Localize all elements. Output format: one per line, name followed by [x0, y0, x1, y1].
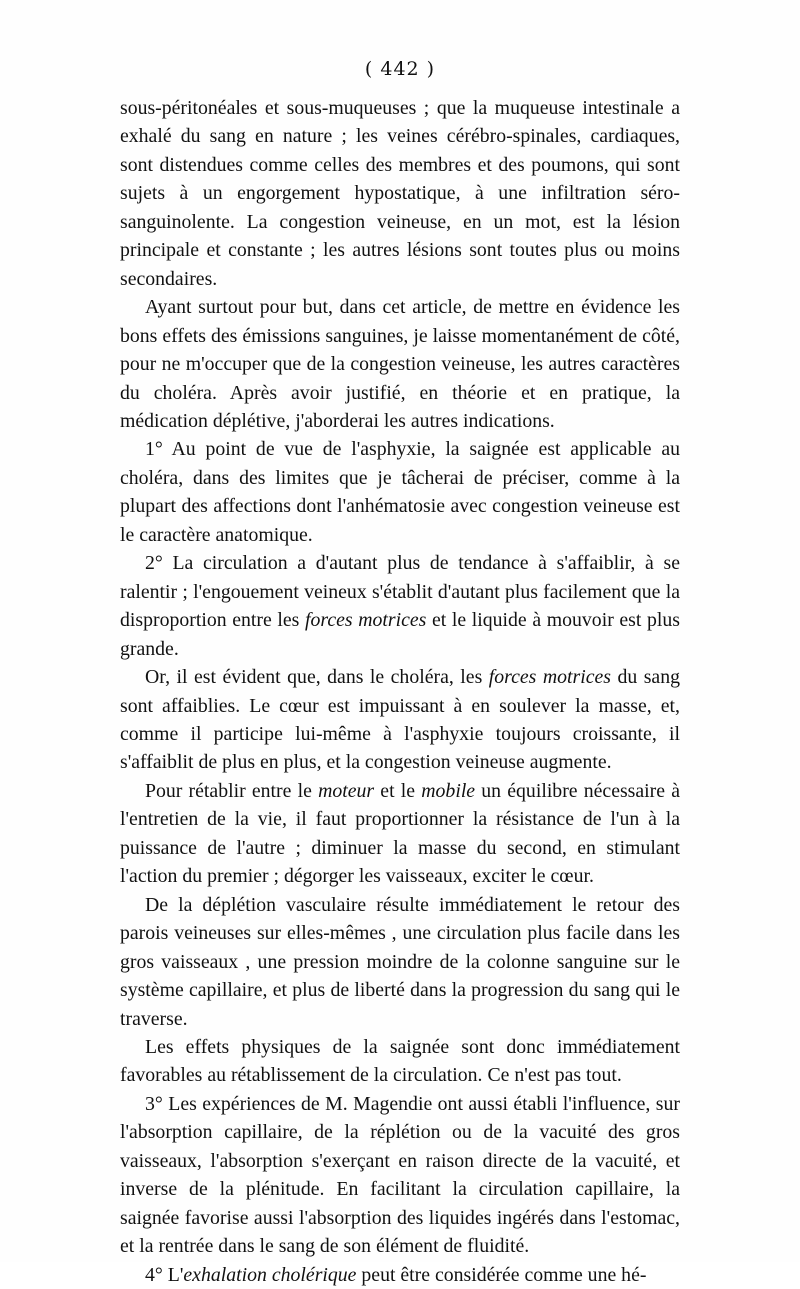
italic-run: mobile — [421, 779, 476, 802]
italic-run: forces motrices — [304, 609, 427, 632]
text-run: 4° L' — [145, 1263, 184, 1286]
text-run: Ayant surtout pour but, dans cet article, de mettre en évidence les bons effets des émissions sanguines, je laisse momentanément de côté, pour ne m'occuper que de la congestion veineuse, les autres caractères du choléra. Après avoir justifié, en théorie et en pratique, la médication déplétive, j'aborderai les autres indications. — [120, 296, 680, 432]
text-run: 1° Au point de vue de l'asphyxie, la saignée est applicable au choléra, dans des limites que je tâcherai de préciser, comme à la plupart des affections dont l'anhématosie avec congestion veineuse est le caractère anatomique. — [120, 438, 680, 546]
paragraph-forces-motrices — [120, 663, 680, 777]
paragraph-point-2-circulation — [120, 549, 680, 663]
paragraph-effets-physiques — [120, 1033, 680, 1090]
text-run: et le liquide à mouvoir est plus grande. — [120, 609, 680, 660]
italic-run: moteur — [318, 779, 375, 802]
text-run: Les effets physiques de la saignée sont donc immédiatement favorables au rétablissement de la circulation. Ce n'est pas tout. — [120, 1035, 680, 1087]
text-run: 2° La circulation a d'autant plus de tendance à s'affaiblir, à se ralentir ; l'engouement veineux s'établit d'autant plus facilement que la disproportion entre les — [120, 552, 680, 632]
text-run: sous-péritonéales et sous-muqueuses ; que la muqueuse intestinale a exhalé du sang en nature ; les veines cérébro-spinales, cardiaques, sont distendues comme celles des membres et des poumons, qui sont sujets à un engorgement hypostatique, à une infiltration séro-sanguinolente. La congestion veineuse, en un mot, est la lésion principale et constante ; les autres lésions sont toutes plus ou moins secondaires. — [120, 97, 680, 290]
paragraph-moteur-mobile — [120, 777, 680, 891]
text-run: Pour rétablir entre le — [145, 779, 319, 802]
body-text — [120, 94, 680, 1289]
text-run: et le — [374, 779, 422, 802]
paragraph-point-4-exhalation — [120, 1261, 680, 1289]
paragraph-depletion-vasculaire — [120, 891, 680, 1033]
text-run: peut être considérée comme une hé- — [356, 1263, 647, 1286]
text-run: De la déplétion vasculaire résulte immédiatement le retour des parois veineuses sur elles-mêmes , une circulation plus facile dans les gros vaisseaux , une pression moindre de la colonne sanguine sur le système capillaire, et plus de liberté dans la progression du sang qui le traverse. — [120, 893, 680, 1030]
page-number: ( 442 ) — [364, 58, 436, 80]
paragraph-continuation — [120, 94, 680, 293]
italic-run: forces motrices — [488, 666, 611, 689]
italic-run: exhalation cholérique — [183, 1263, 357, 1286]
paragraph-point-1-asphyxie — [120, 435, 680, 549]
text-run: du sang sont affaiblies. Le cœur est impuissant à en soulever la masse, et, comme il participe lui-même à l'asphyxie toujours croissante, il s'affaiblit de plus en plus, et la congestion veineuse augmente. — [120, 666, 680, 774]
paragraph-point-3-magendie — [120, 1090, 680, 1261]
text-run: un équilibre nécessaire à l'entretien de la vie, il faut proportionner la résistance de l'un à la puissance de l'autre ; diminuer la masse du second, en stimulant l'action du premier ; dégorger les vaisseaux, exciter le cœur. — [120, 779, 681, 888]
text-run: Or, il est évident que, dans le choléra, les — [145, 666, 489, 689]
text-run: 3° Les expériences de M. Magendie ont aussi établi l'influence, sur l'absorption capillaire, de la réplétion ou de la vacuité des gros vaisseaux, l'absorption s'exerçant en raison directe de la vacuité, et inverse de la plénitude. En facilitant la circulation capillaire, la saignée favorise aussi l'absorption des liquides ingérés dans l'estomac, et la rentrée dans le sang de son élément de fluidité. — [120, 1092, 680, 1258]
paragraph-saignee-purpose — [120, 293, 680, 435]
